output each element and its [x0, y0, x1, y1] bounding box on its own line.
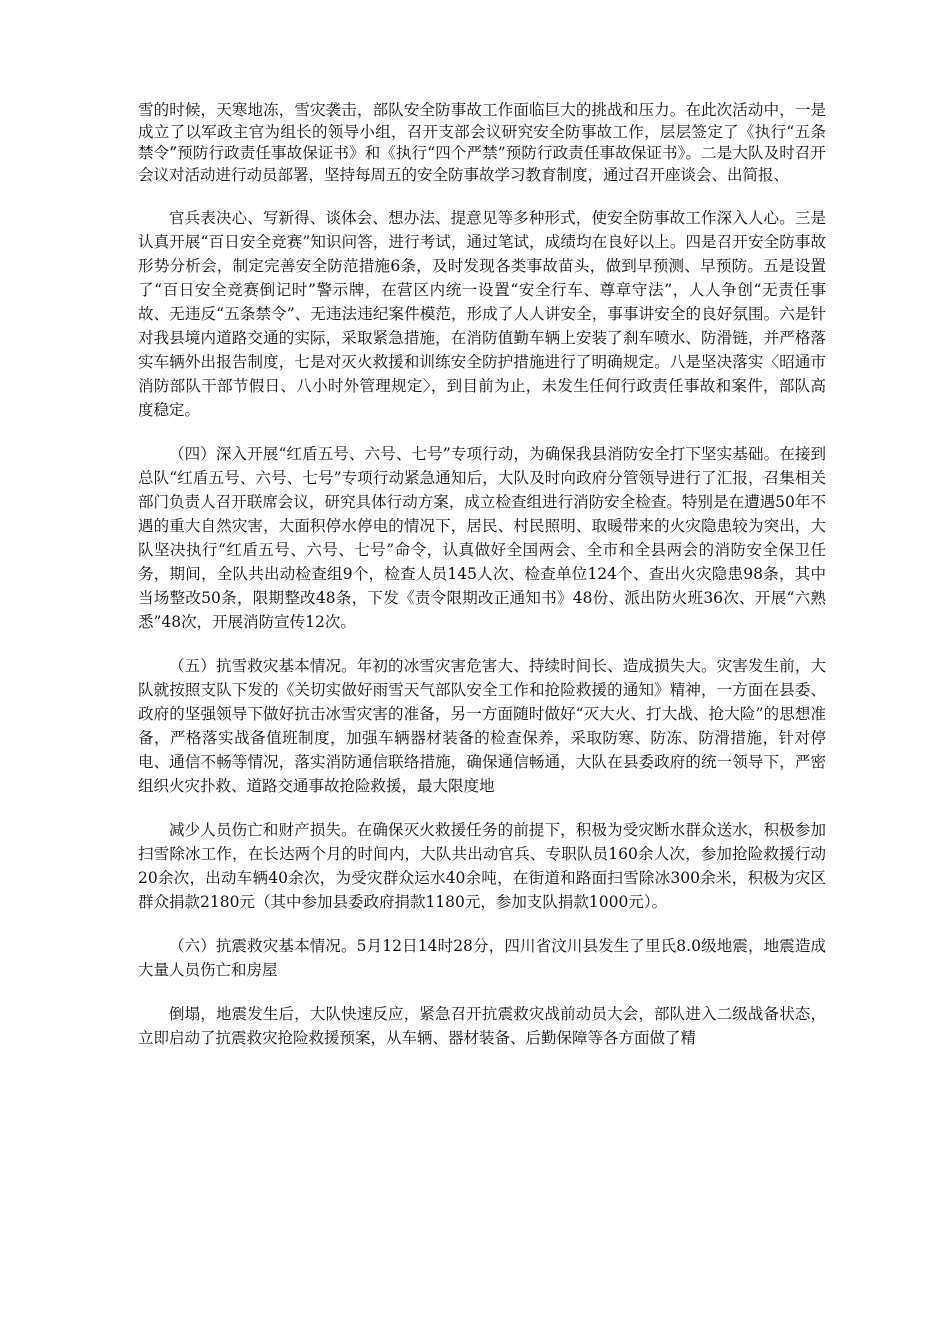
paragraph-5: 减少人员伤亡和财产损失。在确保灭火救援任务的前提下，积极为受灾断水群众送水，积极参加扫雪除冰工作，在长达两个月的时间内，大队共出动官兵、专职队员160余人次，参加抢险救援行动20余次，出动车辆40余次，为受灾群众运水40余吨，在街道和路面扫雪除冰300余米，积极为灾区群众捐款2180元（其中参加县委政府捐款1180元，参加支队捐款1000元）。 [138, 821, 826, 911]
paragraph-4: （五）抗雪救灾基本情况。年初的冰雪灾害危害大、持续时间长、造成损失大。灾害发生前，大队就按照支队下发的《关切实做好雨雪天气部队安全工作和抢险救援的通知》精神，一方面在县委、政府的坚强领导下做好抗击冰雪灾害的准备，另一方面随时做好“灭大火、打大战、抢大险”的思想准备，严格落实战备值班制度，加强车辆器材装备的检查保养，采取防寒、防冻、防滑措施，针对停电、通信不畅等情况，落实消防通信联络措施，确保通信畅通，大队在县委政府的统一领导下，严密组织火灾扑救、道路交通事故抢险救援，最大限度地 [138, 657, 826, 795]
document-body [138, 100, 826, 1070]
paragraph-1: 雪的时候，天寒地冻，雪灾袭击，部队安全防事故工作面临巨大的挑战和压力。在此次活动中，一是成立了以军政主官为组长的领导小组，召开支部会议研究安全防事故工作，层层签定了《执行“五条禁令”预防行政责任事故保证书》和《执行“四个严禁”预防行政责任事故保证书》。二是大队及时召开会议对活动进行动员部署，坚持每周五的安全防事故学习教育制度，通过召开座谈会、出简报、 [138, 101, 826, 184]
paragraph-3: （四）深入开展“红盾五号、六号、七号”专项行动，为确保我县消防安全打下坚实基础。在接到总队“红盾五号、六号、七号”专项行动紧急通知后，大队及时向政府分管领导进行了汇报，召集相关部门负责人召开联席会议，研究具体行动方案，成立检查组进行消防安全检查。特别是在遭遇50年不遇的重大自然灾害，大面积停水停电的情况下，居民、村民照明、取暖带来的火灾隐患较为突出，大队坚决执行“红盾五号、六号、七号”命令，认真做好全国两会、全市和全县两会的消防安全保卫任务，期间，全队共出动检查组9个，检查人员145人次、检查单位124个、查出火灾隐患98条，其中当场整改50条，限期整改48条，下发《责令限期改正通知书》48份、派出防火班36次、开展“六熟悉”48次，开展消防宣传12次。 [138, 445, 826, 631]
paragraph-6: （六）抗震救灾基本情况。5月12日14时28分，四川省汶川县发生了里氏8.0级地震，地震造成大量人员伤亡和房屋 [138, 937, 826, 979]
paragraph-7: 倒塌，地震发生后，大队快速反应，紧急召开抗震救灾战前动员大会，部队进入二级战备状态，立即启动了抗震救灾抢险救援预案，从车辆、器材装备、后勤保障等各方面做了精 [138, 1005, 826, 1047]
paragraph-2: 官兵表决心、写新得、谈体会、想办法、提意见等多种形式，使安全防事故工作深入人心。三是认真开展“百日安全竞赛”知识问答，进行考试，通过笔试，成绩均在良好以上。四是召开安全防事故形势分析会，制定完善安全防范措施6条，及时发现各类事故苗头，做到早预测、早预防。五是设置了“百日安全竞赛倒记时”警示牌，在营区内统一设置“安全行车、尊章守法”，人人争创“无责任事故、无违反“五条禁令”、无违法违纪案件模范，形成了人人讲安全，事事讲安全的良好氛围。六是针对我县境内道路交通的实际，采取紧急措施，在消防值勤车辆上安装了刹车喷水、防滑链，并严格落实车辆外出报告制度，七是对灭火救援和训练安全防护措施进行了明确规定。八是坚决落实〈昭通市消防部队干部节假日、八小时外管理规定〉，到目前为止，未发生任何行政责任事故和案件，部队高度稳定。 [138, 209, 826, 419]
